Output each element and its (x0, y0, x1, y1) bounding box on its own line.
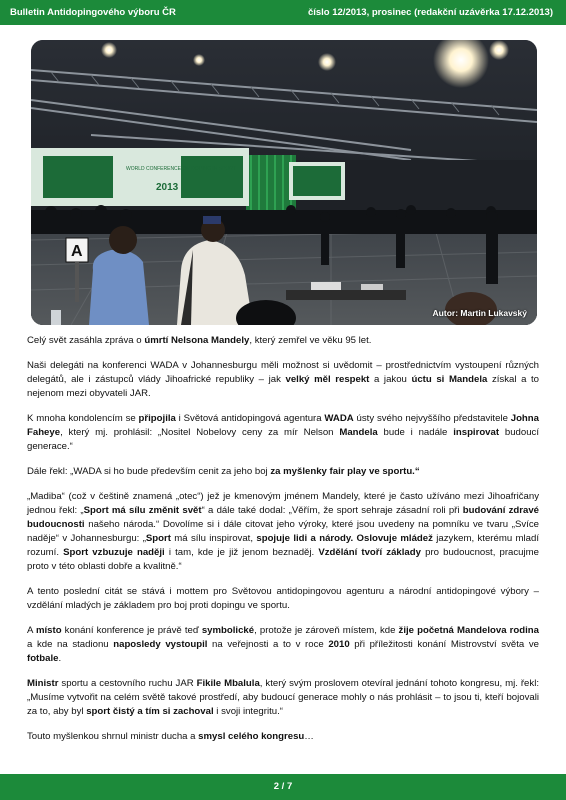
paragraph-text: Dále řekl: „WADA si ho bude především cenit za jeho boj (27, 466, 271, 477)
emphasis-text: Sport (145, 533, 171, 544)
paragraph-text: při příležitosti konání Mistrovství světa ve (349, 639, 539, 650)
paragraph-text: bude i nadále (377, 427, 454, 438)
emphasis-text: úctu si Mandela (411, 374, 488, 385)
paragraph-text: našeho národa.“ Dovolíme si i dále citovat jeho výroky, které jsou uvedeny na pomníku ve tvaru „Svíce naděje“ v Johannesburgu: „ (27, 519, 539, 544)
article-paragraph (27, 465, 539, 479)
conference-hall-illustration (31, 40, 537, 325)
paragraph-text: , který svým proslovem otevíral jednání tohoto kongresu, mj. řekl: „Musíme vytvořit na celém světě takové prostředí, aby budoucí generace mohly o nás prohlásit – to jsou ti, kteří bojovali za to, aby byl (27, 678, 539, 717)
emphasis-text: Vzdělání tvoří základy (318, 547, 421, 558)
paragraph-text: budoucí generace.“ (27, 427, 540, 452)
paragraph-text: má sílu inspirovat, (170, 533, 257, 544)
emphasis-text: velký měl respekt (285, 374, 370, 385)
emphasis-text: žije početná Mandelova rodina (398, 625, 539, 636)
emphasis-text: Ministr (27, 678, 59, 689)
paragraph-text: , který zemřel ve věku 95 let. (249, 335, 372, 346)
article-paragraph (27, 412, 539, 454)
paragraph-text: konání konference je právě teď (61, 625, 202, 636)
emphasis-text: inspirovat (453, 427, 500, 438)
article-paragraph (27, 677, 539, 719)
emphasis-text: symbolické (201, 625, 255, 636)
paragraph-text: , který mj. prohlásil: „Nositel Nobelovy ceny za mír Nelson (60, 427, 340, 438)
paragraph-text: i Světová antidopingová agentura (175, 413, 325, 424)
emphasis-text: smysl celého kongresu (198, 731, 305, 742)
issue-info: číslo 12/2013, prosinec (redakční uzávěrka 17.12.2013) (307, 7, 553, 18)
paragraph-text: sportu a cestovního ruchu JAR (58, 678, 197, 689)
paragraph-text: i tam, kde je již jenom beznaděj. (164, 547, 319, 558)
emphasis-text: úmrtí Nelsona Mandely (144, 335, 250, 346)
emphasis-text: Mandela (339, 427, 378, 438)
page-header (0, 0, 566, 25)
paragraph-text: a jakou (369, 374, 412, 385)
emphasis-text: spojuje lidi a národy. Oslovuje mládež (256, 533, 433, 544)
paragraph-text: . (58, 653, 62, 664)
paragraph-text: i svoji integritu.“ (213, 706, 283, 717)
paragraph-text: Touto myšlenkou shrnul ministr ducha a (27, 731, 199, 742)
emphasis-text: Sport má sílu změnit svět (83, 505, 202, 516)
article-paragraph (27, 585, 539, 613)
paragraph-text: pro budoucnost, pracujme proto v této oblasti dobře a kvalitně.“ (27, 547, 539, 572)
paragraph-text: jazykem, kterému mladí rozumí. (27, 533, 539, 558)
article-paragraph (27, 730, 539, 744)
emphasis-text: Sport vzbuzuje naději (63, 547, 165, 558)
emphasis-text: budování zdravé budoucnosti (27, 505, 540, 530)
paragraph-text: Naši delegáti na konferenci WADA v Johannesburgu měli možnost si uvědomit – prostřednictvím vystoupení různých delegátů, ale i zástupců vlády Jihoafrické republiky – jak (27, 360, 539, 385)
page-footer (0, 774, 566, 800)
paragraph-text: “ a dále také dodal: „Věřím, že sport sehraje zásadní roli při (201, 505, 463, 516)
paragraph-text: na veřejnosti a to v roce (207, 639, 329, 650)
emphasis-text: WADA (324, 413, 354, 424)
sign-letter: A (71, 243, 83, 260)
screen-year: 2013 (156, 182, 179, 193)
conference-photo (31, 40, 537, 325)
emphasis-text: připojila (138, 413, 176, 424)
emphasis-text: sport čistý a tím si zachoval (86, 706, 214, 717)
emphasis-text: místo (35, 625, 62, 636)
paragraph-text: K mnoha kondolencím se (27, 413, 139, 424)
paragraph-text: A tento poslední citát se stává i mottem pro Světovou antidopingovou agenturu a národní antidopingové výbory – vzdělání mladých je základem pro boj proti dopingu ve sportu. (27, 586, 539, 611)
emphasis-text: za myšlenky fair play ve sportu.“ (270, 466, 420, 477)
article-paragraph (27, 624, 539, 666)
paragraph-text: a kde na stadionu (27, 639, 114, 650)
article-paragraph (27, 359, 539, 401)
photo-credit: Autor: Martin Lukavský (432, 308, 527, 318)
article-body (27, 334, 539, 755)
emphasis-text: Fikile Mbalula (196, 678, 260, 689)
page-number: 2 / 7 (273, 781, 293, 792)
paragraph-text: A (27, 625, 36, 636)
paragraph-text: … (304, 731, 314, 742)
bulletin-title: Bulletin Antidopingového výboru ČR (10, 7, 176, 18)
screen-caption: WORLD CONFERENCE ON DOPING IN SPORT (126, 166, 236, 172)
emphasis-text: naposledy vystoupil (113, 639, 208, 650)
paragraph-text: , protože je zároveň místem, kde (254, 625, 399, 636)
emphasis-text: 2010 (328, 639, 350, 650)
article-paragraph (27, 490, 539, 574)
article-paragraph (27, 334, 539, 348)
paragraph-text: získal a to nejenom mezi obyvateli JAR. (27, 374, 540, 399)
paragraph-text: „Madiba“ (což v češtině znamená „otec“) jež je kmenovým jménem Mandely, které je často užíváno mezi Jihoafričany jednou řekl: „ (27, 491, 539, 516)
paragraph-text: Celý svět zasáhla zpráva o (27, 335, 145, 346)
emphasis-text: Johna Faheye (27, 413, 539, 438)
emphasis-text: fotbale (27, 653, 59, 664)
paragraph-text: ústy svého nejvyššího představitele (353, 413, 511, 424)
